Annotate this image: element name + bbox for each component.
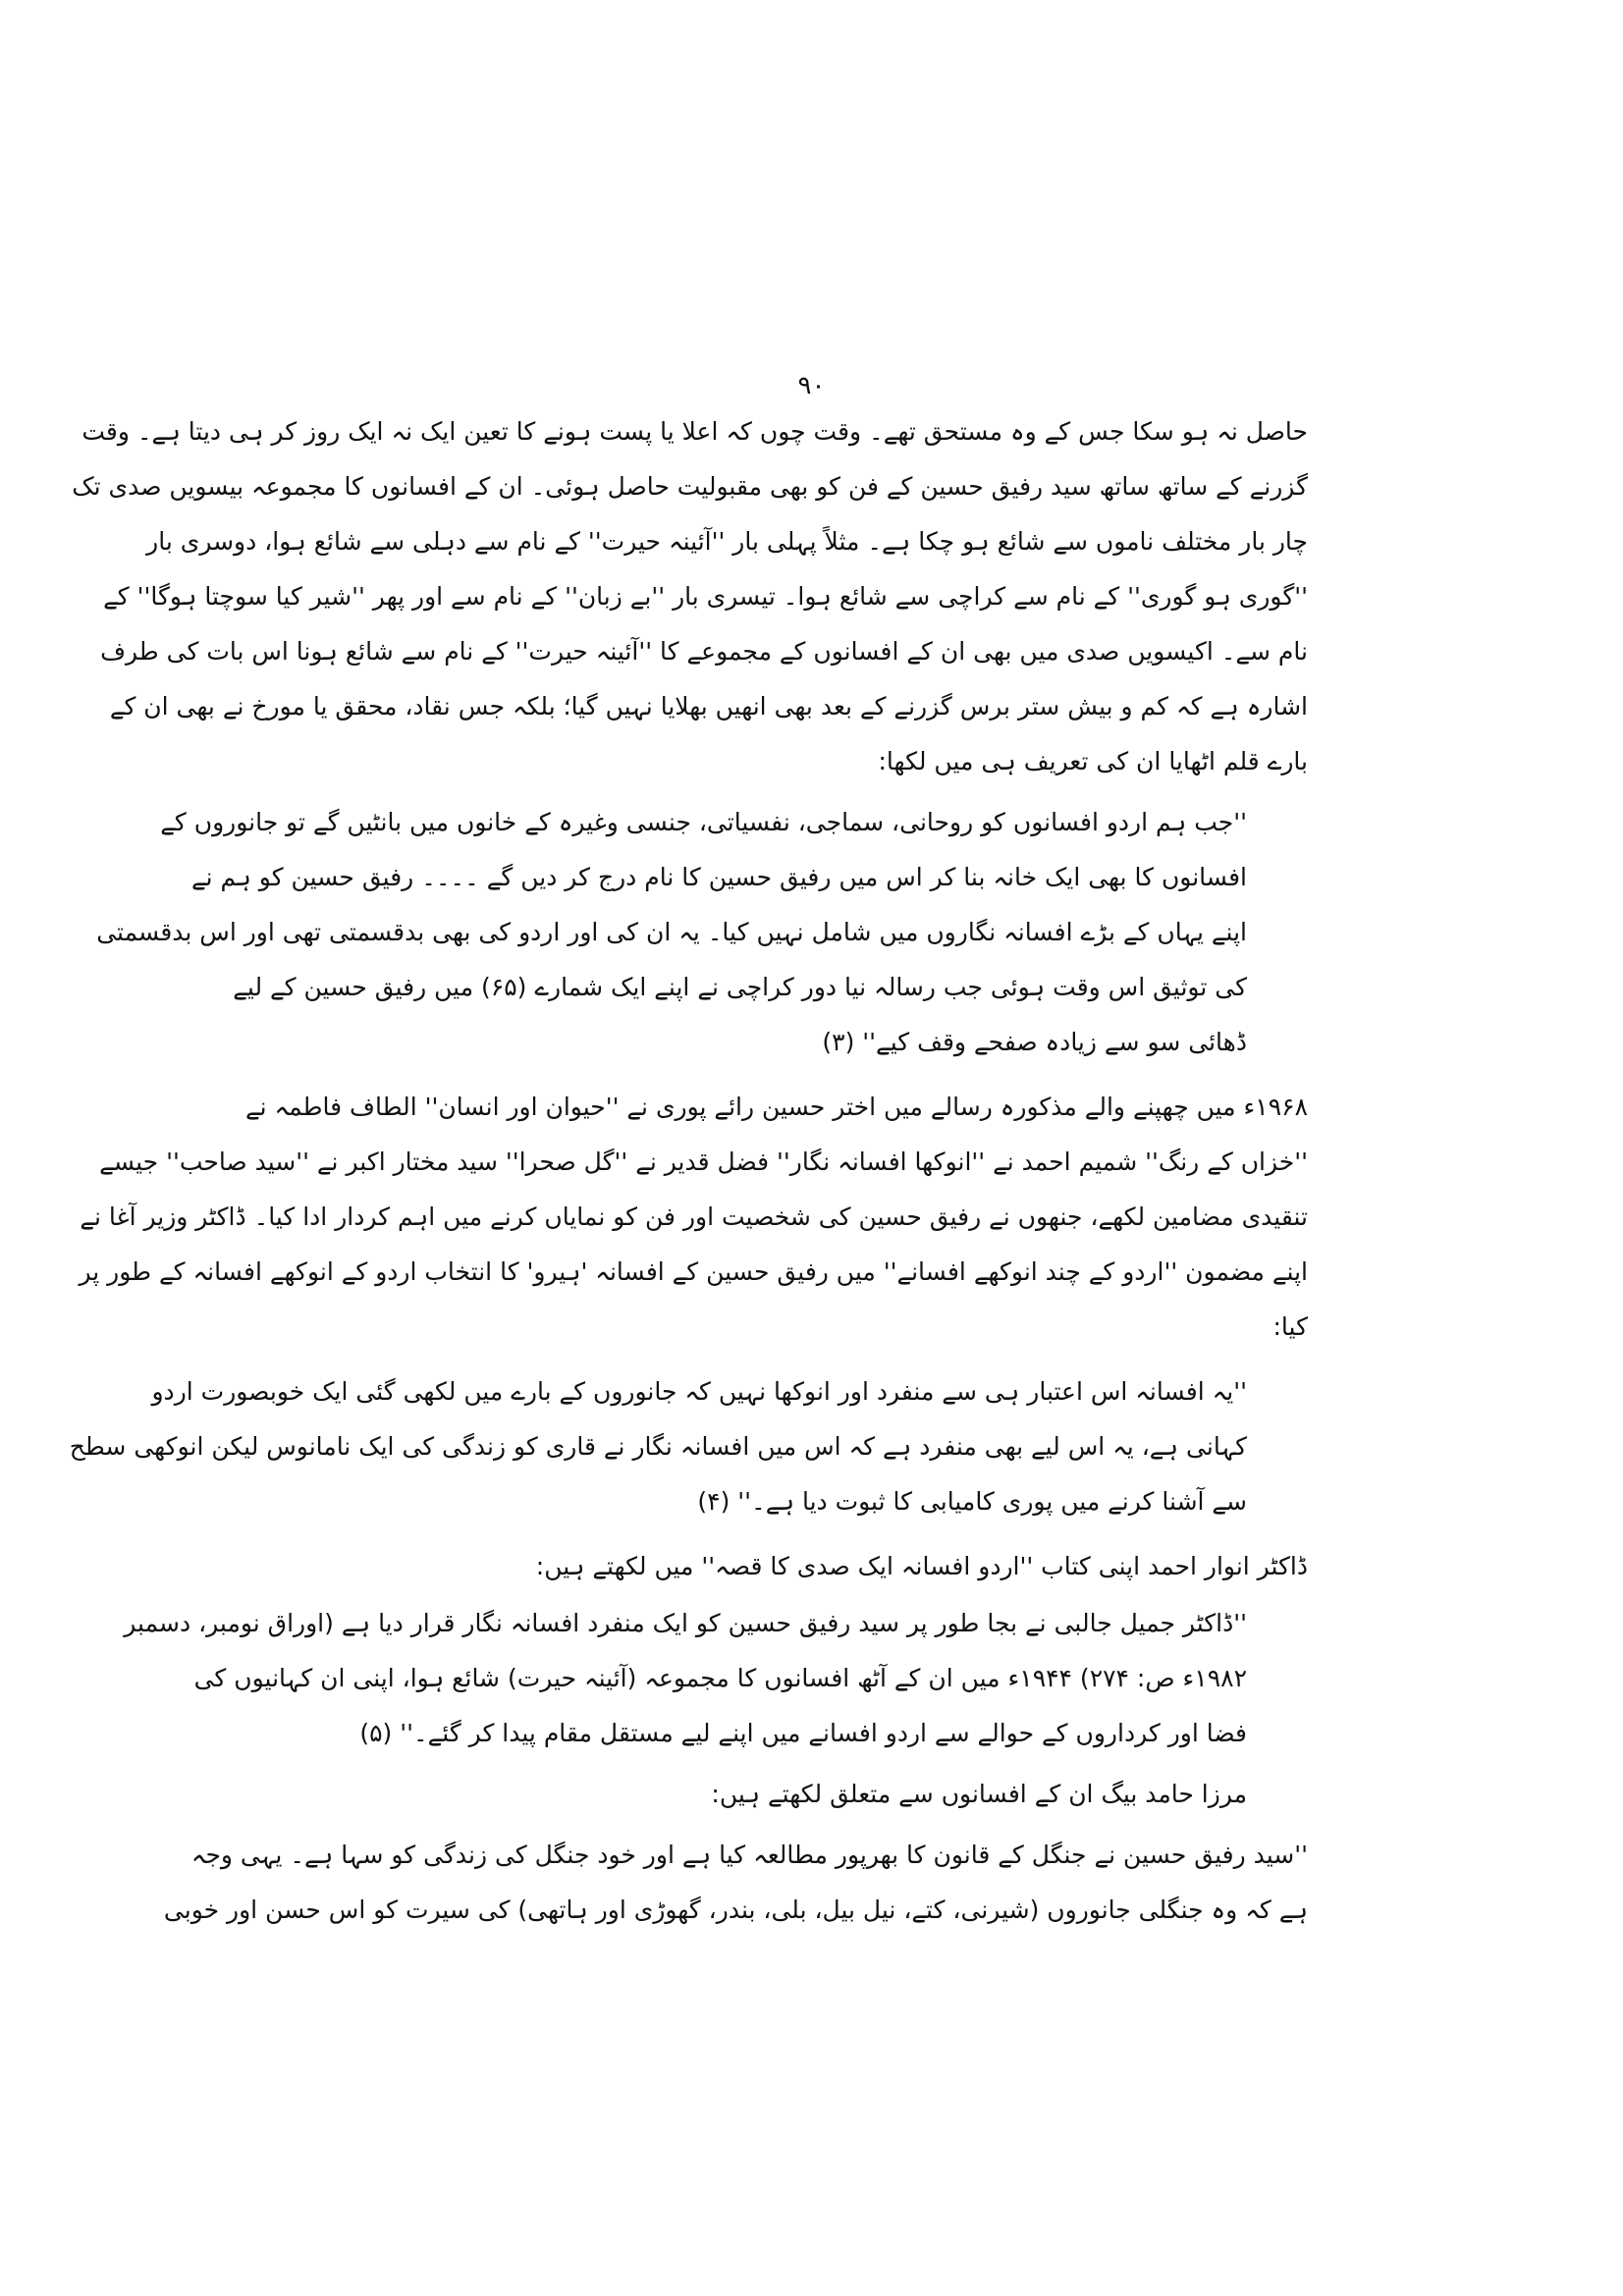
text-line: کیا: (1272, 1312, 1308, 1341)
quote-line: ''یہ افسانہ اس اعتبار ہی سے منفرد اور انوکھا نہیں کہ جانوروں کے بارے میں لکھی گئی ایک خوبصورت اردو (151, 1377, 1247, 1406)
quote-line: ۱۹۸۲ء ص: ۲۷۴) ۱۹۴۴ء میں ان کے آٹھ افسانوں کا مجموعہ (آئینہ حیرت) شائع ہوا، اپنی ان کہانیوں کی (193, 1664, 1247, 1692)
quote-line: فضا اور کرداروں کے حوالے سے اردو افسانے میں اپنے لیے مستقل مقام پیدا کر گئے۔'' (۵) (359, 1719, 1247, 1747)
paragraph-2 (79, 1080, 1308, 1355)
intro-line-3 (321, 1539, 1308, 1594)
intro-line-4 (368, 1767, 1247, 1822)
text-line: اپنے مضمون ''اردو کے چند انوکھے افسانے'' میں رفیق حسین کے افسانہ 'ہیرو' کا انتخاب اردو کے انوکھے افسانہ کے طور پر (79, 1257, 1308, 1286)
text-line: ڈاکٹر انوار احمد اپنی کتاب ''اردو افسانہ ایک صدی کا قصہ'' میں لکھتے ہیں: (535, 1552, 1308, 1580)
text-line: مرزا حامد بیگ ان کے افسانوں سے متعلق لکھتے ہیں: (711, 1780, 1247, 1808)
quote-line: ہے کہ وہ جنگلی جانوروں (شیرنی، کتے، نیل بیل، بلی، بندر، گھوڑی اور ہاتھی) کی سیرت کو اس حسن اور خوبی (163, 1896, 1308, 1924)
block-quote-1 (96, 795, 1247, 1070)
text-line: ۱۹۶۸ء میں چھپنے والے مذکورہ رسالے میں اختر حسین رائے پوری نے ''حیوان اور انسان'' الطاف فاطمہ نے (244, 1093, 1308, 1121)
text-line: تنقیدی مضامین لکھے، جنھوں نے رفیق حسین کی شخصیت اور فن کو نمایاں کرنے میں اہم کردار ادا کیا۔ ڈاکٹر وزیر آغا نے (80, 1202, 1308, 1231)
quote-line: افسانوں کا بھی ایک خانہ بنا کر اس میں رفیق حسین کا نام درج کر دیں گے ۔۔۔۔ رفیق حسین کو ہم نے (191, 863, 1247, 891)
block-quote-4 (163, 1828, 1308, 1938)
paragraph-1 (72, 404, 1308, 789)
quote-line: سے آشنا کرنے میں پوری کامیابی کا ثبوت دیا ہے۔'' (۴) (697, 1487, 1247, 1516)
quote-line: ''جب ہم اردو افسانوں کو روحانی، سماجی، نفسیاتی، جنسی وغیرہ کے خانوں میں بانٹیں گے تو جانوروں کے (160, 808, 1247, 836)
text-line: حاصل نہ ہو سکا جس کے وہ مستحق تھے۔ وقت چوں کہ اعلا یا پست ہونے کا تعین ایک نہ ایک روز کر ہی دیتا ہے۔ وقت (81, 417, 1308, 446)
quote-line: کی توثیق اس وقت ہوئی جب رسالہ نیا دور کراچی نے اپنے ایک شمارے (۶۵) میں رفیق حسین کے لیے (233, 973, 1247, 1001)
text-line: چار بار مختلف ناموں سے شائع ہو چکا ہے۔ مثلاً پہلی بار ''آئینہ حیرت'' کے نام سے دہلی سے شائع ہوا، دوسری بار (146, 527, 1308, 556)
quote-line: ڈھائی سو سے زیادہ صفحے وقف کیے'' (۳) (822, 1028, 1247, 1056)
text-line: ''گوری ہو گوری'' کے نام سے کراچی سے شائع ہوا۔ تیسری بار ''بے زبان'' کے نام سے اور پھر ''شیر کیا سوچتا ہوگا'' کے (103, 582, 1308, 611)
text-line: اشارہ ہے کہ کم و بیش ستر برس گزرنے کے بعد بھی انھیں بھلایا نہیں گیا؛ بلکہ جس نقاد، محقق یا مورخ نے بھی ان کے (109, 692, 1308, 721)
quote-line: ''سید رفیق حسین نے جنگل کے قانون کا بھرپور مطالعہ کیا ہے اور خود جنگل کی زندگی کو سہا ہے۔ یہی وجہ (190, 1841, 1308, 1869)
quote-line: کہانی ہے، یہ اس لیے بھی منفرد ہے کہ اس میں افسانہ نگار نے قاری کو زندگی کی ایک نامانوس لیکن انوکھی سطح (69, 1432, 1247, 1461)
quote-line: اپنے یہاں کے بڑے افسانہ نگاروں میں شامل نہیں کیا۔ یہ ان کی اور اردو کی بھی بدقسمتی تھی اور اس بدقسمتی (96, 918, 1247, 946)
quote-line: ''ڈاکٹر جمیل جالبی نے بجا طور پر سید رفیق حسین کو ایک منفرد افسانہ نگار قرار دیا ہے (اوراق نومبر، دسمبر (124, 1609, 1247, 1637)
text-line: ''خزاں کے رنگ'' شمیم احمد نے ''انوکھا افسانہ نگار'' فضل قدیر نے ''گل صحرا'' سید مختار اکبر نے ''سید صاحب'' جیسے (99, 1148, 1308, 1176)
text-line: بارے قلم اٹھایا ان کی تعریف ہی میں لکھا: (878, 747, 1308, 775)
text-line: نام سے۔ اکیسویں صدی میں بھی ان کے افسانوں کے مجموعے کا ''آئینہ حیرت'' کے نام سے شائع ہونا اس بات کی طرف (100, 637, 1308, 666)
block-quote-2 (69, 1364, 1247, 1529)
text-line: گزرنے کے ساتھ ساتھ سید رفیق حسین کے فن کو بھی مقبولیت حاصل ہوئی۔ ان کے افسانوں کا مجموعہ بیسویں صدی تک (72, 472, 1308, 501)
page-number: ۹۰ (797, 371, 826, 400)
block-quote-3 (124, 1596, 1247, 1761)
